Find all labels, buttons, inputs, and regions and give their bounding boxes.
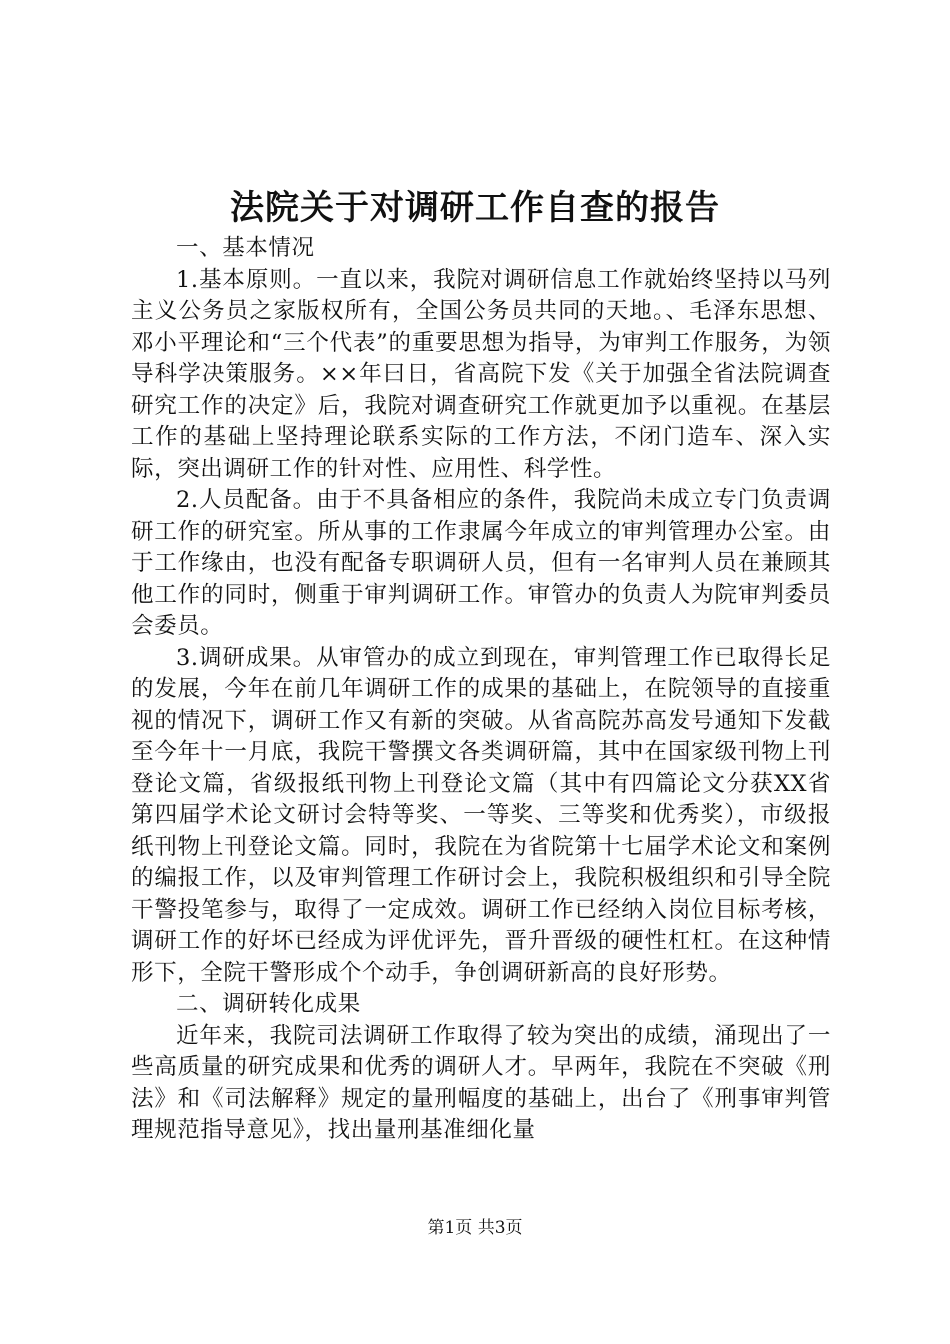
paragraph: 2.人员配备。由于不具备相应的条件，我院尚未成立专门负责调研工作的研究室。所从事的工作隶属今年成立的审判管理办公室。由于工作缘由，也没有配备专职调研人员，但有一名审判人员在兼顾其他工作的同时，侧重于审判调研工作。审管办的负责人为院审判委员会委员。 xyxy=(131,487,831,639)
document-body xyxy=(131,233,831,1147)
section-heading: 二、调研转化成果 xyxy=(176,991,361,1017)
document-title: 法院关于对调研工作自查的报告 xyxy=(230,188,720,228)
page-footer: 第1页 共3页 xyxy=(427,1218,523,1238)
paragraph: 近年来，我院司法调研工作取得了较为突出的成绩，涌现出了一些高质量的研究成果和优秀的调研人才。早两年，我院在不突破《刑法》和《司法解释》规定的量刑幅度的基础上，出台了《刑事审判管理规范指导意见》，找出量刑基准细化量 xyxy=(131,1022,831,1143)
paragraph: 1.基本原则。一直以来，我院对调研信息工作就始终坚持以马列主义公务员之家版权所有，全国公务员共同的天地。、毛泽东思想、邓小平理论和“三个代表”的重要思想为指导，为审判工作服务，为领导科学决策服务。××年曰日，省高院下发《关于加强全省法院调查研究工作的决定》后，我院对调查研究工作就更加予以重视。在基层工作的基础上坚持理论联系实际的工作方法，不闭门造车、深入实际，突出调研工作的针对性、应用性、科学性。 xyxy=(131,266,831,482)
section-heading: 一、基本情况 xyxy=(176,235,315,261)
paragraph: 3.调研成果。从审管办的成立到现在，审判管理工作已取得长足的发展，今年在前几年调研工作的成果的基础上，在院领导的直接重视的情况下，调研工作又有新的突破。从省高院苏高发号通知下发截至今年十一月底，我院干警撰文各类调研篇，其中在国家级刊物上刊登论文篇，省级报纸刊物上刊登论文篇（其中有四篇论文分获XX省第四届学术论文研讨会特等奖、一等奖、三等奖和优秀奖），市级报纸刊物上刊登论文篇。同时，我院在为省院第十七届学术论文和案例的编报工作，以及审判管理工作研讨会上，我院积极组织和引导全院干警投笔参与，取得了一定成效。调研工作已经纳入岗位目标考核，调研工作的好坏已经成为评优评先，晋升晋级的硬性杠杠。在这种情形下，全院干警形成个个动手，争创调研新高的良好形势。 xyxy=(131,644,831,986)
